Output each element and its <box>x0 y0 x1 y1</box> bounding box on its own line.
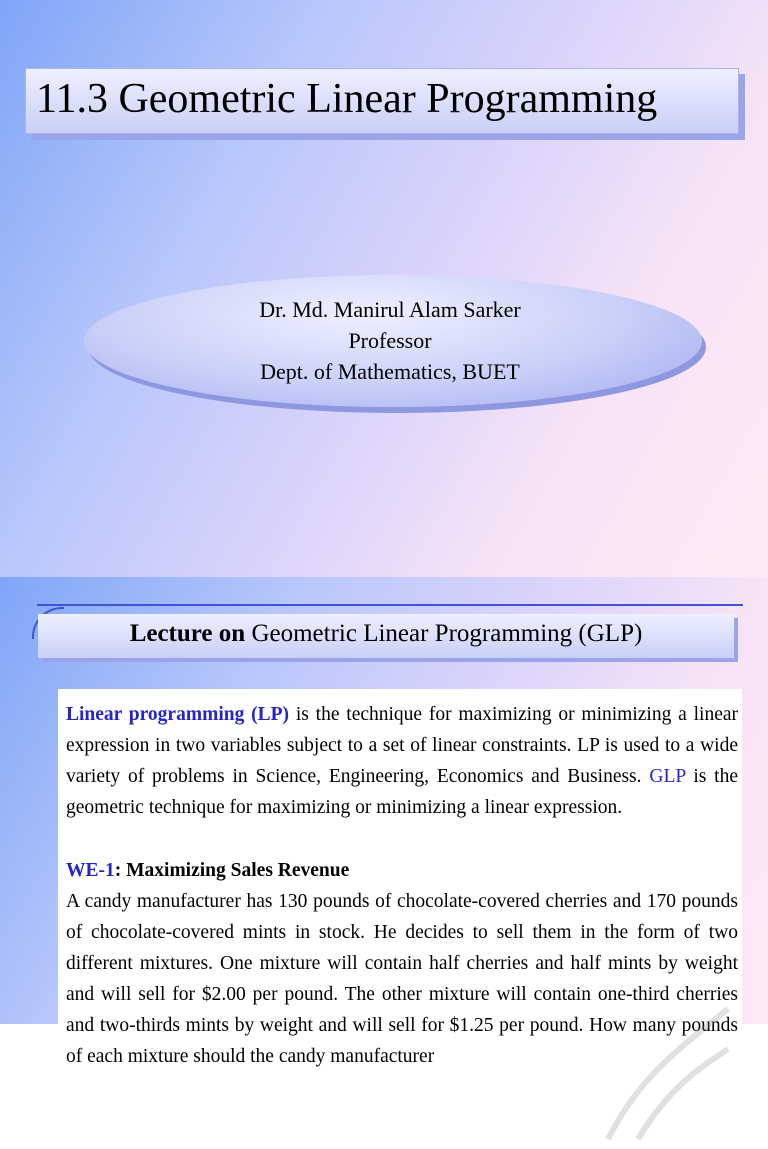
example-title: : Maximizing Sales Revenue <box>114 860 350 881</box>
lecture-heading-bold: Lecture on <box>129 620 246 647</box>
lecture-banner <box>38 614 734 658</box>
glp-description: is the geometric technique for maximizing or minimizing a linear expression. <box>66 766 738 818</box>
frame-top-line <box>37 604 743 606</box>
title-banner <box>25 68 739 134</box>
glp-term: GLP <box>649 766 686 787</box>
example-heading <box>66 855 349 886</box>
author-name: Dr. Md. Manirul Alam Sarker <box>259 297 521 322</box>
lecture-heading <box>38 620 734 648</box>
example-paragraph: A candy manufacturer has 130 pounds of chocolate-covered cherries and 170 pounds of chocolate-covered mints in stock. He decides to sell them in the form of two different mixtures. One mixture will contain half cherries and half mints by weight and will sell for $2.00 per pound. The other mixture will contain one-third cherries and two-thirds mints by weight and will sell for $1.25 per pound. How many pounds of each mixture should the candy manufacturer <box>66 891 738 1067</box>
lecture-slide <box>0 577 768 1067</box>
intro-paragraph <box>66 699 738 823</box>
lp-term: Linear programming (LP) <box>66 704 290 725</box>
lecture-page <box>58 689 742 1067</box>
author-department: Dept. of Mathematics, BUET <box>260 359 520 384</box>
watermark-icon <box>578 989 738 1149</box>
author-block <box>84 294 696 387</box>
author-position: Professor <box>348 328 432 353</box>
example-label: WE-1 <box>66 860 115 881</box>
lecture-heading-rest: Geometric Linear Programming (GLP) <box>245 620 643 647</box>
lp-description: is the technique for maximizing or minimizing a linear expression in two variables subject to a set of linear constraints. LP is used to a wide variety of problems in Science, Engineering, Economics and Business. <box>66 704 738 787</box>
slide-title: 11.3 Geometric Linear Programming <box>36 76 658 122</box>
